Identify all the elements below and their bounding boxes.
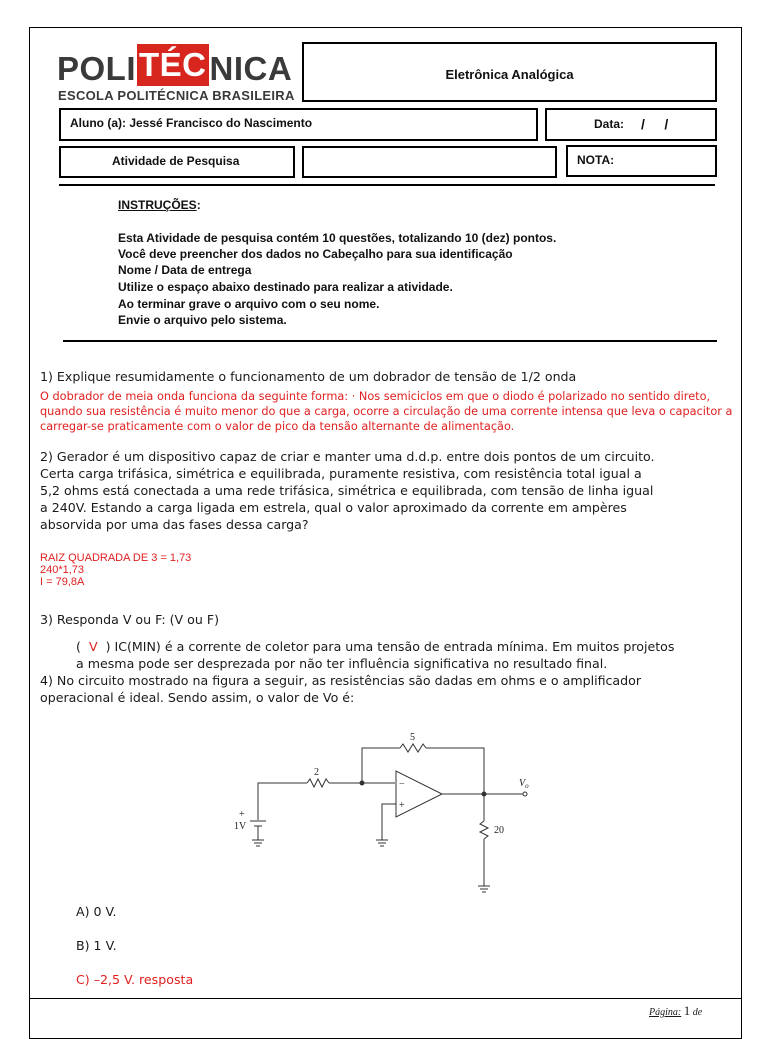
source-plus-label: +	[239, 809, 245, 820]
question-3: 3) Responda V ou F: (V ou F)	[40, 612, 220, 627]
activity-box	[59, 146, 295, 178]
answer-2-line: 240*1,73	[40, 564, 85, 576]
q3-statement-line1: IC(MIN) é a corrente de coletor para uma tensão de entrada mínima. Em muitos projetos	[114, 639, 675, 654]
answer-2-line: RAIZ QUADRADA DE 3 = 1,73	[40, 552, 192, 564]
logo-text-left: POLI	[57, 50, 137, 87]
input-wire	[258, 783, 307, 818]
instructions-title-colon: :	[196, 198, 201, 212]
feedback-wire-right	[426, 748, 484, 793]
vo-label-sub: o	[525, 782, 529, 790]
q3-statement-line2: a mesma pode ser desprezada por não ter influência significativa no resultado final.	[76, 656, 608, 671]
question-2-line: 5,2 ohms está conectada a uma rede trifásica, simétrica e equilibrada, com tensão de linha igual	[40, 483, 654, 498]
logo-text-highlight: TÉC	[137, 44, 209, 86]
page-footer	[649, 1003, 702, 1019]
instruction-line: Esta Atividade de pesquisa contém 10 questões, totalizando 10 (dez) pontos.	[118, 231, 557, 245]
student-box[interactable]	[59, 108, 538, 141]
footer-divider	[29, 998, 741, 999]
answer-1-line: O dobrador de meia onda funciona da seguinte forma: · Nos semiciclos em que o diodo é polarizado no sentido direto,	[40, 390, 711, 403]
instruction-line: Utilize o espaço abaixo destinado para realizar a atividade.	[118, 280, 453, 294]
junction-dot	[482, 792, 487, 797]
question-2-line: absorvida por uma das fases dessa carga?	[40, 517, 309, 532]
instruction-line: Nome / Data de entrega	[118, 263, 252, 277]
load-resistor	[480, 821, 488, 839]
opamp-minus-label: −	[399, 779, 405, 790]
blank-box[interactable]	[302, 146, 557, 178]
question-4-line2: operacional é ideal. Sendo assim, o valor de Vo é:	[40, 690, 355, 705]
option-a[interactable]: A) 0 V.	[76, 904, 117, 919]
question-2-line: Certa carga trifásica, simétrica e equilibrada, puramente resistiva, com resistência total igual a	[40, 466, 642, 481]
grade-box[interactable]	[566, 145, 717, 177]
vo-label-main: V	[519, 778, 526, 789]
question-2-line: 2) Gerador é um dispositivo capaz de criar e manter uma d.d.p. entre dois pontos de um circuito.	[40, 449, 655, 464]
date-slashes: / /	[641, 116, 669, 132]
question-1: 1) Explique resumidamente o funcionamento de um dobrador de tensão de 1/2 onda	[40, 369, 577, 384]
r-feedback-label: 5	[410, 732, 415, 743]
course-box	[302, 42, 717, 102]
logo	[57, 48, 292, 86]
output-terminal	[523, 792, 527, 796]
plus-input-wire	[382, 804, 396, 840]
header-divider	[59, 184, 715, 186]
logo-text-right: NICA	[209, 50, 293, 87]
instructions-divider	[63, 340, 717, 342]
instructions-title	[118, 198, 201, 212]
opamp-circuit-diagram	[225, 728, 540, 896]
q3-paren-open: (	[76, 639, 81, 654]
opamp-plus-label: +	[399, 800, 405, 811]
q3-answer-mark[interactable]: V	[88, 639, 98, 654]
logo-subtitle: ESCOLA POLITÉCNICA BRASILEIRA	[58, 88, 295, 103]
q3-statement	[76, 638, 674, 655]
date-label: Data:	[594, 117, 625, 131]
r-input-label: 2	[314, 767, 319, 778]
answer-1-line: carregar-se praticamente com o valor de pico da tensão alternante de alimentação.	[40, 420, 515, 433]
source-label: 1V	[234, 821, 247, 832]
feedback-wire	[362, 748, 400, 782]
answer-1-line: quando sua resistência é muito menor do que a carga, ocorre a circulação de uma corrente intensa que leva o capacitor a	[40, 405, 733, 418]
footer-page-number: 1	[683, 1003, 691, 1018]
instructions-title-text: INSTRUÇÕES	[118, 198, 197, 212]
grade-label: NOTA:	[577, 153, 615, 167]
vo-label	[519, 778, 529, 790]
activity-label: Atividade de Pesquisa	[112, 154, 240, 168]
answer-2-line: I = 79,8A	[40, 576, 85, 588]
q3-paren-close: )	[105, 639, 111, 654]
input-resistor	[307, 779, 329, 787]
footer-page-label: Página:	[649, 1007, 682, 1018]
option-b[interactable]: B) 1 V.	[76, 938, 117, 953]
instruction-line: Envie o arquivo pelo sistema.	[118, 313, 287, 327]
instruction-line: Você deve preencher dos dados no Cabeçalho para sua identificação	[118, 247, 513, 261]
option-c[interactable]: C) –2,5 V. resposta	[76, 972, 194, 987]
instruction-line: Ao terminar grave o arquivo com o seu nome.	[118, 297, 380, 311]
course-title: Eletrônica Analógica	[445, 67, 574, 82]
r-load-label: 20	[494, 825, 504, 836]
student-name: Aluno (a): Jessé Francisco do Nascimento	[70, 116, 313, 130]
feedback-resistor	[400, 744, 426, 752]
question-4-line1: 4) No circuito mostrado na figura a seguir, as resistências são dadas em ohms e o amplificador	[40, 673, 642, 688]
date-box[interactable]	[545, 108, 717, 141]
junction-dot	[360, 781, 365, 786]
question-2-line: a 240V. Estando a carga ligada em estrela, qual o valor aproximado da corrente em ampères	[40, 500, 627, 515]
footer-of: de	[692, 1007, 703, 1018]
